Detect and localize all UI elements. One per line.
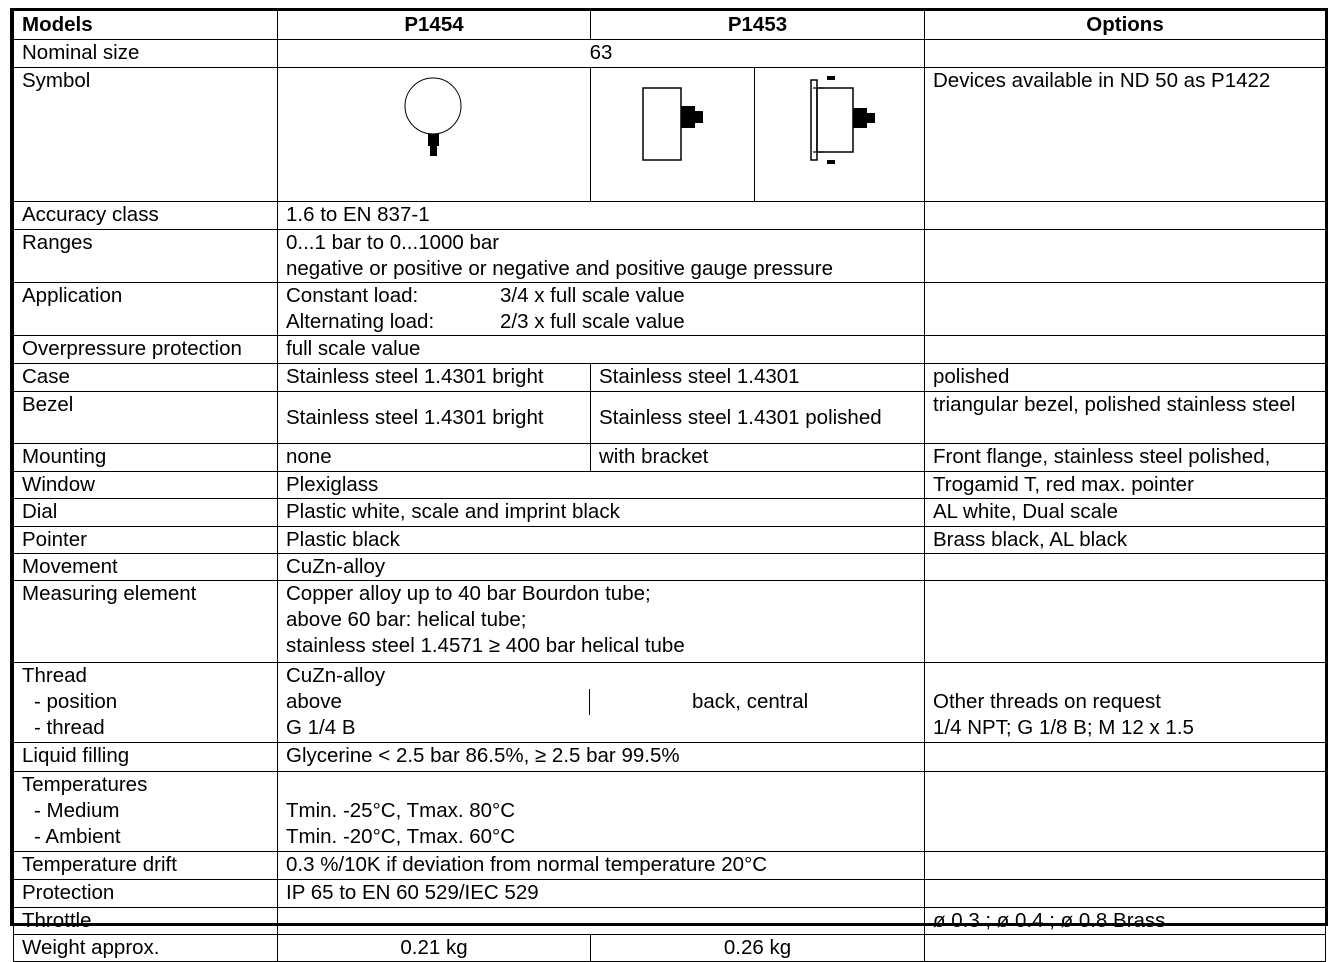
weight-p1453: 0.26 kg	[591, 935, 925, 962]
row-accuracy	[14, 202, 1326, 230]
label-application: Application	[14, 283, 278, 336]
mounting-p1453: with bracket	[591, 444, 925, 472]
row-temperatures	[14, 772, 1326, 852]
case-p1454: Stainless steel 1.4301 bright	[278, 364, 591, 392]
thread-position-p1454: above	[286, 689, 590, 715]
header-row	[14, 11, 1326, 40]
value-protection: IP 65 to EN 60 529/IEC 529	[278, 880, 925, 908]
label-accuracy: Accuracy class	[14, 202, 278, 230]
label-pointer: Pointer	[14, 527, 278, 554]
row-window	[14, 472, 1326, 499]
row-application	[14, 283, 1326, 336]
row-movement	[14, 554, 1326, 581]
dial-options: AL white, Dual scale	[925, 499, 1326, 527]
gauge-front-symbol-icon	[278, 68, 591, 194]
throttle-options: ø 0.3 ; ø 0.4 ; ø 0.8 Brass	[925, 908, 1326, 935]
row-nominal-size	[14, 40, 1326, 68]
gauge-bracket-symbol-icon	[755, 68, 925, 194]
label-case: Case	[14, 364, 278, 392]
value-pointer: Plastic black	[278, 527, 925, 554]
symbol-p1453-bracket	[755, 68, 925, 202]
row-bezel	[14, 392, 1326, 444]
weight-p1454: 0.21 kg	[278, 935, 591, 962]
label-nominal-size: Nominal size	[14, 40, 278, 68]
spec-table-frame	[10, 8, 1328, 959]
case-options: polished	[925, 364, 1326, 392]
row-dial	[14, 499, 1326, 527]
label-symbol: Symbol	[14, 68, 278, 202]
label-liquid-filling: Liquid filling	[14, 743, 278, 772]
bezel-p1454: Stainless steel 1.4301 bright	[278, 392, 591, 444]
bezel-p1453: Stainless steel 1.4301 polished	[591, 392, 925, 444]
row-overpressure	[14, 336, 1326, 364]
bezel-options: triangular bezel, polished stainless steel	[925, 392, 1326, 444]
header-p1454: P1454	[278, 11, 591, 40]
symbol-p1453-side	[591, 68, 755, 202]
header-options: Options	[925, 11, 1326, 40]
value-overpressure: full scale value	[278, 336, 925, 364]
label-measuring-element: Measuring element	[14, 581, 278, 663]
label-bezel: Bezel	[14, 392, 278, 444]
row-ranges	[14, 230, 1326, 283]
row-symbol	[14, 68, 1326, 202]
row-measuring-element	[14, 581, 1326, 663]
row-temperature-drift	[14, 852, 1326, 880]
label-temperatures: Temperatures - Medium - Ambient	[14, 772, 278, 852]
mounting-p1454: none	[278, 444, 591, 472]
label-dial: Dial	[14, 499, 278, 527]
row-protection	[14, 880, 1326, 908]
thread-position-p1453: back, central	[692, 690, 809, 713]
value-window: Plexiglass	[278, 472, 925, 499]
label-overpressure: Overpressure protection	[14, 336, 278, 364]
row-throttle	[14, 908, 1326, 935]
value-ranges: 0...1 bar to 0...1000 bar negative or positive or negative and positive gauge pressure	[278, 230, 925, 283]
value-measuring-element: Copper alloy up to 40 bar Bourdon tube; above 60 bar: helical tube; stainless steel 1.4571 ≥ 400 bar helical tube	[278, 581, 925, 663]
window-options: Trogamid T, red max. pointer	[925, 472, 1326, 499]
spec-table	[13, 11, 1326, 962]
label-movement: Movement	[14, 554, 278, 581]
header-models: Models	[14, 11, 278, 40]
row-liquid-filling	[14, 743, 1326, 772]
label-weight: Weight approx.	[14, 935, 278, 962]
value-accuracy: 1.6 to EN 837-1	[278, 202, 925, 230]
thread-options: Other threads on request 1/4 NPT; G 1/8 B; M 12 x 1.5	[925, 663, 1326, 743]
label-protection: Protection	[14, 880, 278, 908]
value-nominal-size: 63	[278, 40, 925, 68]
header-p1453: P1453	[591, 11, 925, 40]
value-application: Constant load: 3/4 x full scale value Alternating load: 2/3 x full scale value	[278, 283, 925, 336]
gauge-side-symbol-icon	[591, 68, 755, 194]
label-temperature-drift: Temperature drift	[14, 852, 278, 880]
pointer-options: Brass black, AL black	[925, 527, 1326, 554]
value-temperatures: Tmin. -25°C, Tmax. 80°C Tmin. -20°C, Tmax. 60°C	[278, 772, 925, 852]
value-movement: CuZn-alloy	[278, 554, 925, 581]
symbol-p1454	[278, 68, 591, 202]
value-temperature-drift: 0.3 %/10K if deviation from normal temperature 20°C	[278, 852, 925, 880]
value-dial: Plastic white, scale and imprint black	[278, 499, 925, 527]
label-ranges: Ranges	[14, 230, 278, 283]
row-mounting	[14, 444, 1326, 472]
label-window: Window	[14, 472, 278, 499]
row-pointer	[14, 527, 1326, 554]
mounting-options: Front flange, stainless steel polished,	[925, 444, 1326, 472]
case-p1453: Stainless steel 1.4301	[591, 364, 925, 392]
row-weight	[14, 935, 1326, 962]
row-case	[14, 364, 1326, 392]
row-thread	[14, 663, 1326, 743]
label-thread: Thread - position - thread	[14, 663, 278, 743]
value-thread: CuZn-alloy above back, central G 1/4 B	[278, 663, 925, 743]
label-mounting: Mounting	[14, 444, 278, 472]
label-throttle: Throttle	[14, 908, 278, 935]
value-liquid-filling: Glycerine < 2.5 bar 86.5%, ≥ 2.5 bar 99.5%	[278, 743, 925, 772]
options-symbol: Devices available in ND 50 as P1422	[925, 68, 1326, 202]
